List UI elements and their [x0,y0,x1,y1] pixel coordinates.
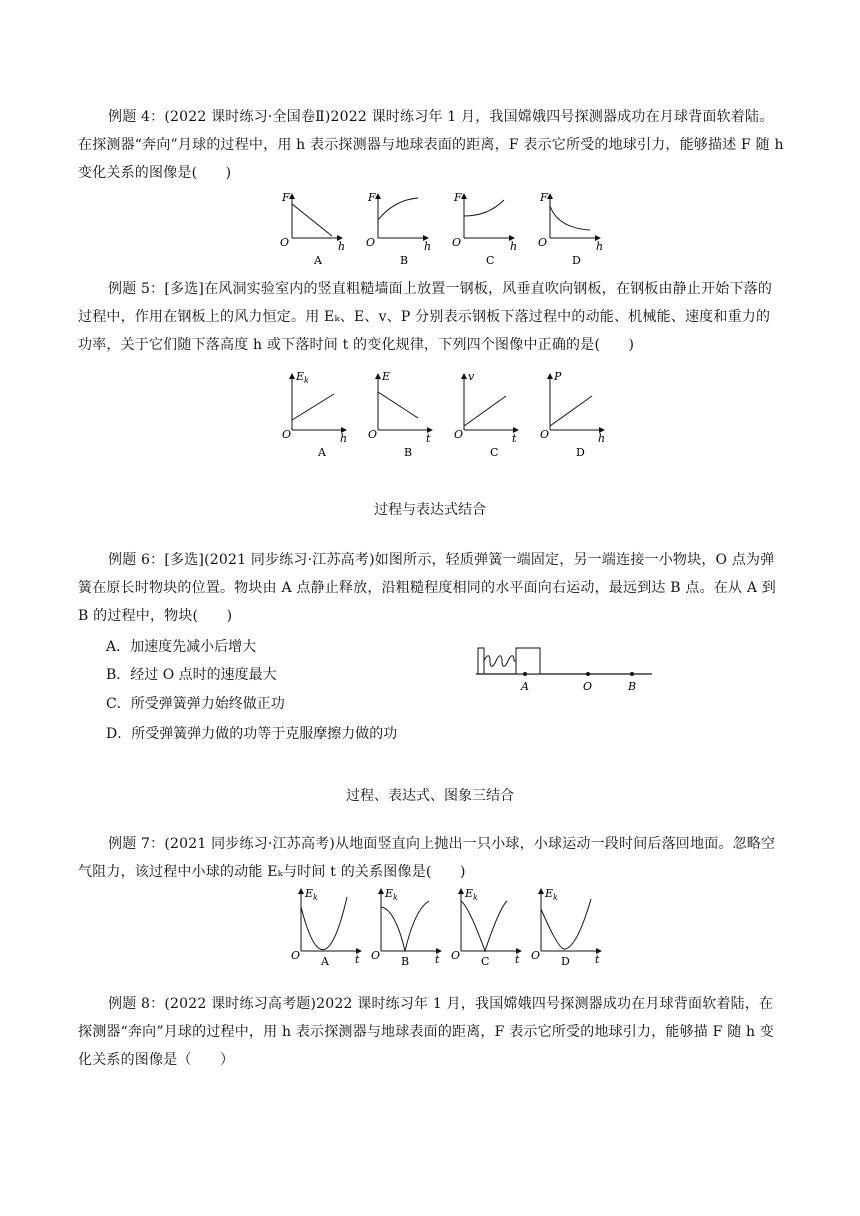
axis-y-label: F [368,191,376,204]
axis-y-label: $E_k$ [465,887,478,902]
origin-label: O [531,949,541,962]
point-b [630,672,634,676]
axis-x-label: h [338,240,346,253]
curve-5b [378,392,418,418]
label-b: B [628,680,637,693]
option-a: A．加速度先减小后增大 [106,639,257,655]
origin-label: O [454,428,464,441]
graph-7c [451,887,521,968]
axis-x-label: h [596,240,604,253]
graph-4c [452,191,517,267]
curve-7a [301,897,347,950]
curve-4c [464,200,504,216]
graph-7b [371,887,441,968]
axis-x-label: h [510,240,518,253]
graph-5d [540,370,605,458]
example-8-text: 例题 8：(2022 课时练习高考题)2022 课时练习年 1 月，我国嫦娥四号探测器成功在月球背面软着陆，在探测器“奔向”月球的过程中，用 h 表示探测器与地球表面的距离，F 表示它所受的地球引力，能够描 F 随 h 变化关系的图像是（ ） [78,996,775,1068]
graph-4d [538,191,603,267]
spring-block-diagram [470,640,660,696]
axis-x-label: t [355,953,360,966]
axis-y-label: F [454,191,462,204]
example-5-graphs [270,368,620,458]
graph-4b [366,191,431,267]
origin-label: O [538,236,548,249]
curve-4b [378,198,418,220]
origin-label: O [540,428,550,441]
origin-label: O [451,949,461,962]
section-heading-2: 过程、表达式、图象三结合 [346,788,514,804]
origin-label: O [291,949,301,962]
option-label: A [318,446,326,458]
axis-x-label: t [435,953,440,966]
option-d: D．所受弹簧弹力做的功等于克服摩擦力做的功 [106,726,398,742]
example-7-text: 例题 7：(2021 同步练习·江苏高考)从地面竖直向上抛出一只小球，小球运动一段时间后落回地面。忽略空气阻力，该过程中小球的动能 Eₖ与时间 t 的关系图像是( ) [78,836,776,880]
curve-4d [550,206,590,230]
option-c: C．所受弹簧弹力始终做正功 [106,696,285,712]
axis-y-label: F [282,191,290,204]
block [516,648,540,674]
origin-label: O [371,949,381,962]
axis-y-label: $E_k$ [385,887,398,902]
axis-x-label: h [340,432,348,445]
example-7-graphs [285,885,615,975]
option-label: D [576,446,585,458]
example-4-text: 例题 4：(2022 课时练习·全国卷Ⅱ)2022 课时练习年 1 月，我国嫦娥四号探测器成功在月球背面软着陆。在探测器“奔向”月球的过程中，用 h 表示探测器与地球表面的距离，F 表示它所受的地球引力，能够描述 F 随 h 变化关系的图像是( ) [78,109,784,181]
axis-x-label: h [424,240,432,253]
axis-y-label: F [540,191,548,204]
axis-y-label: $E_k$ [545,887,558,902]
origin-label: O [282,428,292,441]
spring [484,656,514,667]
option-label: B [401,955,410,968]
wall [478,648,484,674]
axis-y-label: E [382,370,391,383]
graph-7d [531,887,601,968]
graph-7a [291,887,361,968]
graph-5a [282,370,347,458]
example-5-text: 例题 5：[多选]在风洞实验室内的竖直粗糙墙面上放置一钢板，风垂直吹向钢板，在钢板由静止开始下落的过程中，作用在钢板上的风力恒定。用 Eₖ、E、v、P 分别表示钢板下落过程中的动能、机械能、速度和重力的功率，关于它们随下落高度 h 或下落时间 t 的变化规律，下列四个图像中正确的是( ) [78,281,773,353]
option-label: C [481,955,490,968]
option-label: C [486,254,495,267]
option-label: B [400,254,409,267]
curve-5c [464,396,506,426]
graph-5b [368,370,432,458]
option-label: B [404,446,413,458]
option-label: A [321,955,329,968]
example-6-text: 例题 6：[多选](2021 同步练习·江苏高考)如图所示，轻质弹簧一端固定，另一端连接一小物块，O 点为弹簧在原长时物块的位置。物块由 A 点静止释放，沿粗糙程度相同的水平面向右运动，最远到达 B 点。在从 A 到 B 的过程中，物块( ) [78,552,777,624]
option-label: C [490,446,499,458]
example-4-graphs [270,188,620,268]
option-label: D [561,955,570,968]
axis-y-label: $E_k$ [296,370,309,385]
origin-label: O [368,428,378,441]
option-b: B．经过 O 点时的速度最大 [106,667,277,683]
graph-5c [454,370,518,458]
section-heading-1: 过程与表达式结合 [374,502,486,518]
curve-7d [541,899,591,949]
axis-x-label: t [426,432,431,445]
axis-y-label: P [554,370,562,383]
axis-x-label: h [598,432,606,445]
label-o: O [583,680,593,693]
axis-x-label: t [595,953,600,966]
label-a: A [521,680,529,693]
origin-label: O [280,236,290,249]
origin-label: O [452,236,462,249]
axis-x-label: t [512,432,517,445]
curve-5a [292,394,334,420]
option-label: D [572,254,581,267]
curve-5d [550,396,592,426]
point-o [586,672,590,676]
axis-y-label: $E_k$ [305,887,318,902]
option-label: A [314,254,322,267]
point-a [523,672,527,676]
origin-label: O [366,236,376,249]
curve-7c [461,901,507,951]
graph-4a [280,191,345,267]
axis-y-label: v [468,370,475,383]
curve-4a [292,204,332,236]
curve-7b [381,901,429,951]
axis-x-label: t [515,953,520,966]
